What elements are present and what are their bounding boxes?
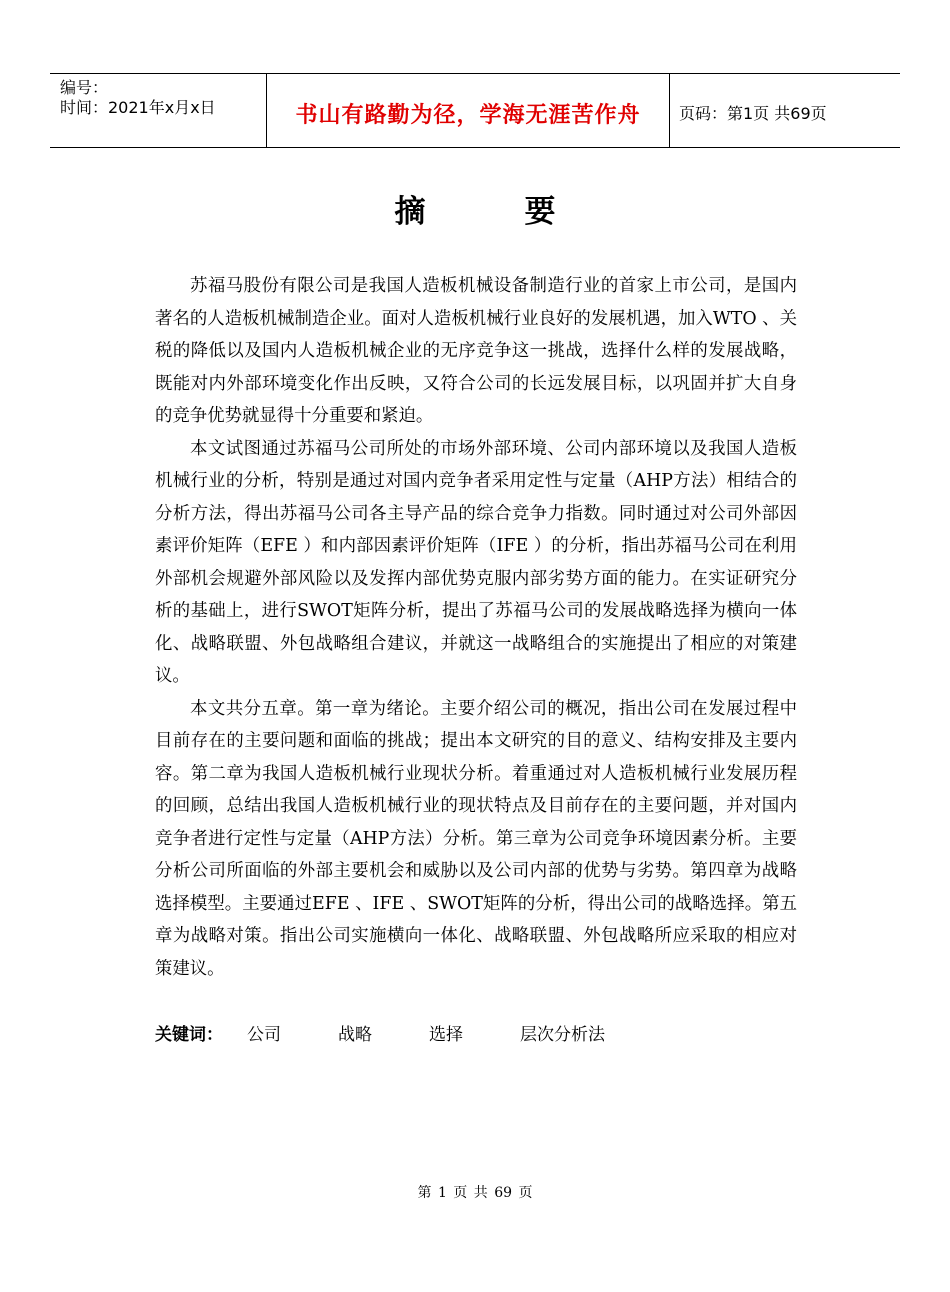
keyword: 公司 [247,1025,281,1045]
page-footer: 第 1 页 共 69 页 [417,1185,533,1201]
header-info-cell [50,74,266,147]
keyword: 层次分析法 [520,1025,605,1045]
motto: 书山有路勤为径，学海无涯苦作舟 [295,103,641,128]
header-motto-cell [266,74,670,147]
page-header [50,73,900,148]
header-page-cell [669,74,900,147]
keywords-line [155,1022,611,1048]
page-code: 页码：第1页 共69页 [679,104,827,123]
time-label: 时间：2021年x月x日 [60,98,216,117]
abstract-body [155,270,797,985]
paragraph: 本文试图通过苏福马公司所处的市场外部环境、公司内部环境以及我国人造板机械行业的分析，特别是通过对国内竞争者采用定性与定量（AHP方法）相结合的分析方法，得出苏福马公司各主导产品的综合竞争力指数。同时通过对公司外部因素评价矩阵（EFE ）和内部因素评价矩阵（IFE ）的分析，指出苏福马公司在利用外部机会规避外部风险以及发挥内部优势克服内部劣势方面的能力。在实证研究分析的基础上，进行SWOT矩阵分析，提出了苏福马公司的发展战略选择为横向一体化、战略联盟、外包战略组合建议，并就这一战略组合的实施提出了相应的对策建议。 [155,438,797,686]
keyword: 选择 [429,1025,463,1045]
paragraph: 本文共分五章。第一章为绪论。主要介绍公司的概况，指出公司在发展过程中目前存在的主要问题和面临的挑战；提出本文研究的目的意义、结构安排及主要内容。第二章为我国人造板机械行业现状分析。着重通过对人造板机械行业发展历程的回顾，总结出我国人造板机械行业的现状特点及目前存在的主要问题，并对国内竞争者进行定性与定量（AHP方法）分析。第三章为公司竞争环境因素分析。主要分析公司所面临的外部主要机会和威胁以及公司内部的优势与劣势。第四章为战略选择模型。主要通过EFE 、IFE 、SWOT矩阵的分析，得出公司的战略选择。第五章为战略对策。指出公司实施横向一体化、战略联盟、外包战略所应采取的相应对策建议。 [155,698,797,979]
keywords-label: 关键词： [155,1025,223,1045]
paragraph: 苏福马股份有限公司是我国人造板机械设备制造行业的首家上市公司，是国内著名的人造板机械制造企业。面对人造板机械行业良好的发展机遇，加入WTO 、关税的降低以及国内人造板机械企业的无序竞争这一挑战，选择什么样的发展战略，既能对内外部环境变化作出反映，又符合公司的长远发展目标，以巩固并扩大自身的竞争优势就显得十分重要和紧迫。 [155,276,797,426]
page-title: 摘 要 [394,194,590,230]
number-label: 编号： [60,78,109,97]
keyword: 战略 [338,1025,372,1045]
